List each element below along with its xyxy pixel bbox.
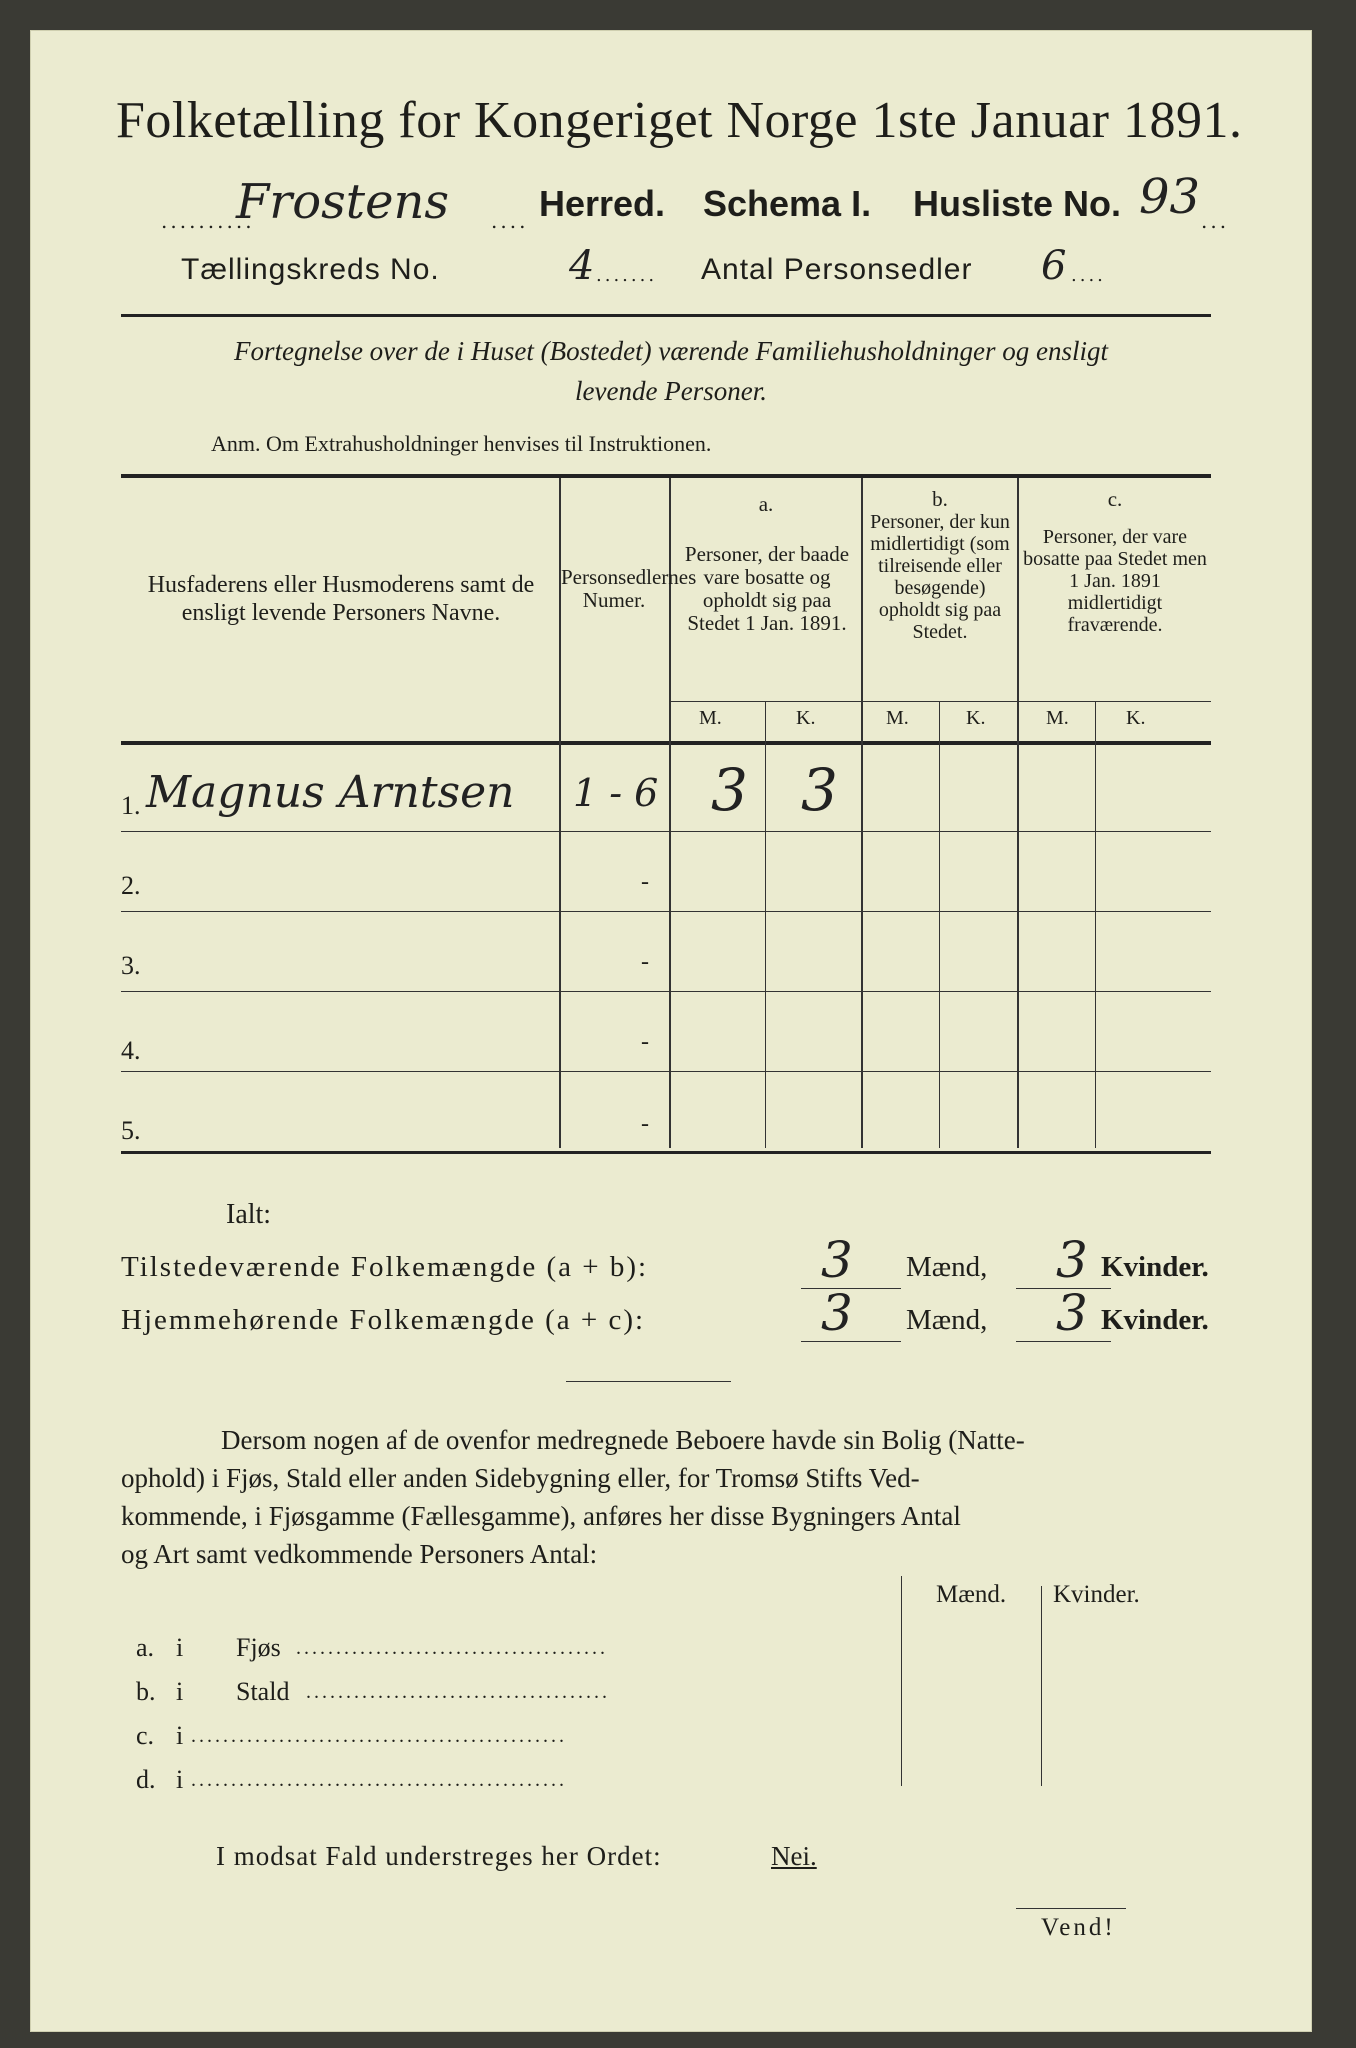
table-row	[121, 831, 1211, 911]
item-i: i	[176, 1721, 184, 1750]
maend-label: Mænd,	[906, 1304, 988, 1336]
col-header-c: Personer, der vare bosatte paa Stedet men 1 Jan. 1891 midlertidigt fraværende.	[1023, 526, 1207, 636]
section-divider	[566, 1381, 731, 1382]
note-line: ophold) i Fjøs, Stald eller anden Sidebygning eller, for Tromsø Stifts Ved-	[121, 1463, 920, 1493]
col-c-m: M.	[1046, 707, 1069, 729]
person-number: 1 - 6	[573, 771, 659, 815]
modsat-text: I modsat Fald understreges her Ordet:	[216, 1841, 662, 1871]
note-line: kommende, i Fjøsgamme (Fællesgamme), anføres her disse Bygningers Antal	[121, 1501, 961, 1531]
header-rule	[121, 314, 1211, 317]
item-label: Fjøs	[236, 1633, 281, 1662]
tilstede-women: 3	[1056, 1231, 1088, 1289]
row-number: 3.	[121, 951, 141, 980]
tilstede-men: 3	[821, 1231, 853, 1289]
col-b-letter: b.	[932, 487, 948, 511]
item-i: i	[176, 1765, 184, 1794]
kreds-label: Tællingskreds No.	[181, 253, 440, 286]
row-number: 1.	[121, 791, 141, 820]
col-header-b: Personer, der kun midlertidigt (som tilreisende eller besøgende) opholdt sig paa Stedet.	[870, 511, 1010, 643]
hjemme-row	[121, 1284, 1221, 1349]
table-row	[121, 911, 1211, 991]
table-bottom-rule	[121, 1151, 1211, 1154]
form-title: Folketælling for Kongeriget Norge 1ste Januar 1891.	[116, 92, 1243, 149]
hjemme-label: Hjemmehørende Folkemængde (a + c):	[121, 1304, 646, 1336]
item-letter: b.	[136, 1677, 156, 1706]
note-col-divider	[901, 1576, 902, 1786]
building-item: b. i Stald ......................................	[136, 1670, 896, 1714]
item-i: i	[176, 1633, 184, 1662]
table-header-rule	[121, 741, 1211, 745]
col-b-k: K.	[966, 707, 986, 729]
building-list	[136, 1626, 896, 1802]
col-c-letter: c.	[1107, 487, 1123, 511]
person-number: -	[641, 1111, 649, 1137]
nei-word: Nei.	[771, 1841, 817, 1871]
person-number: -	[641, 869, 649, 895]
note-kvinder-header: Kvinder.	[1053, 1581, 1140, 1608]
col-c-k: K.	[1126, 707, 1146, 729]
schema-label: Schema I.	[703, 183, 872, 224]
kreds-number: 4	[569, 243, 595, 289]
kreds-line: Tællingskreds No. 4 ....... Antal Personsedler 6 ....	[181, 243, 1106, 289]
note-line: og Art samt vedkommende Personers Antal:	[121, 1539, 598, 1569]
table-row	[121, 751, 1211, 831]
ialt-label: Ialt:	[226, 1199, 272, 1230]
table-row	[121, 991, 1211, 1071]
col-a-letter: a.	[758, 492, 774, 516]
a-men: 3	[711, 756, 748, 824]
herred-name: Frostens	[236, 174, 450, 230]
col-header-a: Personer, der baade vare bosatte og opholdt sig paa Stedet 1 Jan. 1891.	[684, 542, 850, 635]
household-name: Magnus Arntsen	[146, 767, 515, 818]
col-header-names: Husfaderens eller Husmoderens samt de ensligt levende Personers Navne.	[147, 572, 535, 626]
row-number: 5.	[121, 1116, 141, 1145]
item-i: i	[176, 1677, 184, 1706]
col-b-m: M.	[886, 707, 909, 729]
mk-rule	[671, 701, 1211, 702]
item-letter: d.	[136, 1765, 156, 1794]
row-number: 2.	[121, 871, 141, 900]
note-paragraph	[121, 1421, 1221, 1573]
hjemme-women: 3	[1056, 1284, 1088, 1342]
person-number: -	[641, 1029, 649, 1055]
item-letter: a.	[136, 1633, 155, 1662]
kvinder-label: Kvinder.	[1101, 1304, 1209, 1336]
herred-label: Herred.	[539, 183, 666, 224]
item-label: Stald	[236, 1677, 290, 1706]
intro-line1: Fortegnelse over de i Huset (Bostedet) værende Familiehusholdninger og ensligt	[233, 336, 1109, 366]
tilstede-label: Tilstedeværende Folkemængde (a + b):	[121, 1251, 649, 1283]
note-line: Dersom nogen af de ovenfor medregnede Beboere havde sin Bolig (Natte-	[221, 1425, 1025, 1455]
table-row	[121, 1071, 1211, 1151]
col-header-number: Personsedlernes Numer.	[561, 565, 697, 612]
vend-rule	[1016, 1908, 1126, 1909]
vend-label: Vend!	[1041, 1914, 1116, 1941]
col-a-k: K.	[796, 707, 816, 729]
hjemme-men: 3	[821, 1284, 853, 1342]
husliste-label: Husliste No.	[913, 183, 1122, 224]
maend-label: Mænd,	[906, 1251, 988, 1283]
intro-line2: levende Personer.	[575, 376, 767, 406]
table-top-rule	[121, 474, 1211, 478]
herred-line: .......... Frostens .... Herred. Schema I. Husliste No. 93 ...	[161, 169, 1230, 233]
building-item: a. i Fjøs .......................................	[136, 1626, 896, 1670]
anm-note: Anm. Om Extrahusholdninger henvises til Instruktionen.	[211, 431, 712, 456]
row-number: 4.	[121, 1036, 141, 1065]
fill-line	[801, 1341, 901, 1342]
person-number: -	[641, 949, 649, 975]
fill-line	[1016, 1341, 1111, 1342]
building-item: d. i ...............................................	[136, 1758, 896, 1802]
building-item: c. i ...............................................	[136, 1714, 896, 1758]
census-form-sheet	[30, 30, 1312, 2032]
item-letter: c.	[136, 1721, 155, 1750]
note-col-divider	[1041, 1586, 1042, 1786]
kvinder-label: Kvinder.	[1101, 1251, 1209, 1283]
note-maend-header: Mænd.	[936, 1581, 1007, 1608]
col-a-m: M.	[699, 707, 722, 729]
antal-label: Antal Personsedler	[701, 253, 973, 286]
a-women: 3	[801, 756, 838, 824]
antal-number: 6	[1041, 243, 1067, 289]
husliste-number: 93	[1139, 169, 1201, 225]
